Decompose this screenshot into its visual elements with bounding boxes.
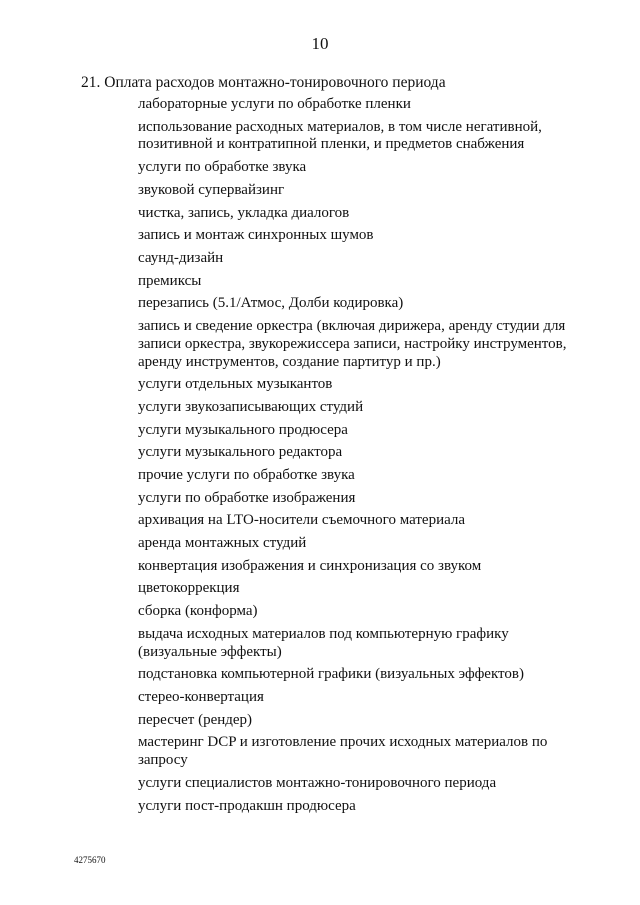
expense-item: подстановка компьютерной графики (визуальных эффектов) (138, 666, 524, 683)
expense-item: использование расходных материалов, в том числе негативной, позитивной и контратипной пленки, и предметов снабжения (138, 118, 542, 153)
expense-item: саунд-дизайн (138, 249, 224, 266)
expense-item: звуковой супервайзинг (138, 181, 285, 198)
expense-item: мастеринг DCP и изготовление прочих исходных материалов по запросу (138, 734, 548, 769)
expense-item: премиксы (138, 272, 202, 289)
expense-item: аренда монтажных студий (138, 535, 307, 552)
document-code: 4275670 (74, 855, 106, 865)
expense-item: перезапись (5.1/Атмос, Долби кодировка) (138, 295, 404, 312)
expense-items-list (138, 96, 568, 820)
expense-item: услуги музыкального редактора (138, 444, 343, 461)
expense-item: выдача исходных материалов под компьютерную графику (визуальные эффекты) (138, 625, 509, 660)
expense-item: пересчет (рендер) (138, 711, 253, 728)
expense-item: чистка, запись, укладка диалогов (138, 204, 350, 221)
expense-item: услуги звукозаписывающих студий (138, 398, 364, 415)
expense-item: конвертация изображения и синхронизация со звуком (138, 557, 482, 574)
expense-item: стерео-конвертация (138, 689, 264, 705)
expense-item: услуги специалистов монтажно-тонировочного периода (138, 774, 497, 791)
expense-item: услуги по обработке изображения (138, 489, 356, 506)
expense-item: услуги по обработке звука (138, 159, 307, 176)
expense-item: услуги отдельных музыкантов (138, 376, 333, 393)
expense-item: запись и сведение оркестра (включая дирижера, аренду студии для записи оркестра, звукорежиссера записи, настройку инструментов, аренду инструментов, создание партитур и пр.) (138, 317, 567, 370)
page-number: 10 (311, 34, 329, 53)
expense-item: услуги музыкального продюсера (138, 421, 348, 438)
expense-item: запись и монтаж синхронных шумов (138, 227, 374, 244)
expense-item: услуги пост-продакшн продюсера (138, 797, 356, 814)
expense-item: архивация на LTO-носители съемочного материала (138, 512, 466, 529)
section-heading: 21. Оплата расходов монтажно-тонировочного периода (81, 74, 446, 91)
expense-item: сборка (конформа) (138, 603, 258, 620)
expense-item: лабораторные услуги по обработке пленки (138, 96, 411, 112)
expense-item: прочие услуги по обработке звука (138, 467, 355, 484)
expense-item: цветокоррекция (138, 580, 240, 597)
